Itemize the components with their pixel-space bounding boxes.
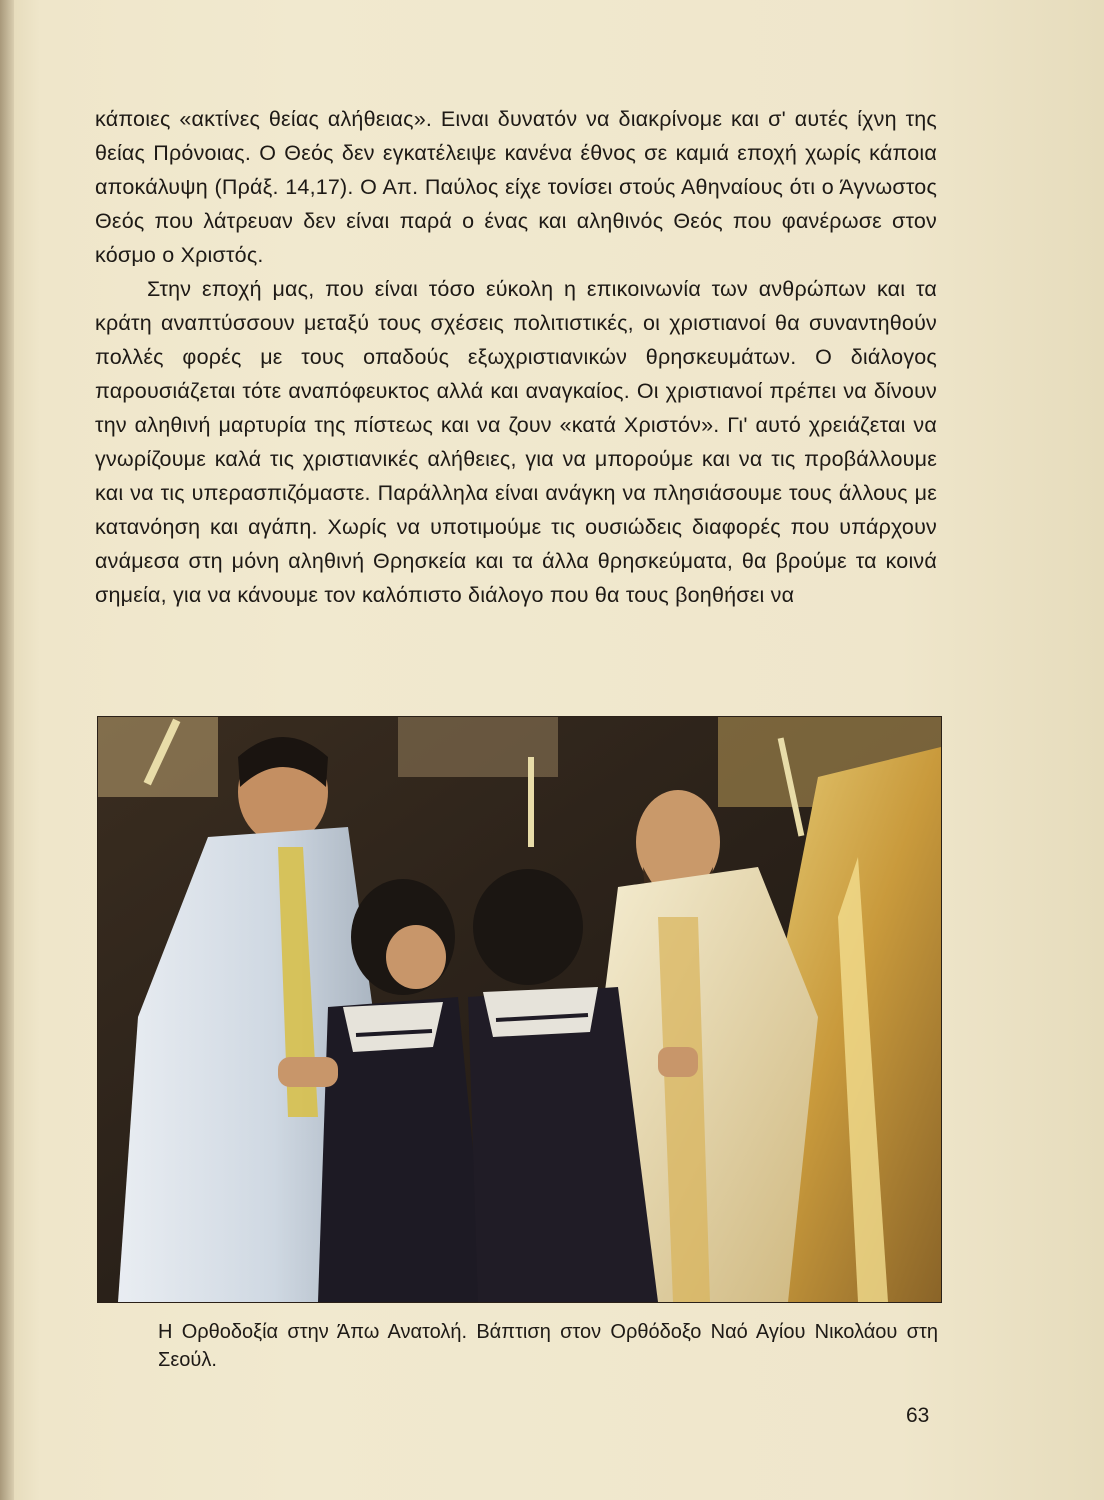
photo-caption: Η Ορθοδοξία στην Άπω Ανατολή. Βάπτιση στον Ορθόδοξο Ναό Αγίου Νικολάου στη Σεούλ. [158, 1321, 938, 1371]
paragraph-2: Στην εποχή μας, που είναι τόσο εύκολη η επικοινωνία των ανθρώπων και τα κράτη αναπτύσσουν μεταξύ τους σχέσεις πολιτιστικές, οι χριστιανοί θα συναντηθούν πολλές φορές με τους οπαδούς εξωχριστιανικών θρησκευμάτων. Ο διάλογος παρουσιάζεται τότε αναπόφευκτος αλλά και αναγκαίος. Οι χριστιανοί πρέπει να δίνουν την αληθινή μαρτυρία της πίστεως και να ζουν «κατά Χριστόν». Γι' αυτό χρειάζεται να γνωρίζουμε καλά τις χριστιανικές αλήθειες, για να μπορούμε και να τις προβάλλουμε και να τις υπερασπιζόμαστε. Παράλληλα είναι ανάγκη να πλησιάσουμε τους άλλους με κατανόηση και αγάπη. Χωρίς να υποτιμούμε τις ουσιώδεις διαφορές που υπάρχουν ανάμεσα στη μόνη αληθινή Θρησκεία και τα άλλα θρησκεύματα, θα βρούμε τα κοινά σημεία, για να κάνουμε τον καλόπιστο διάλογο που θα τους βοηθήσει να [95, 277, 937, 607]
paragraph-1: κάποιες «ακτίνες θείας αλήθειας». Ειναι δυνατόν να διακρίνομε και σ' αυτές ίχνη της θείας Πρόνοιας. Ο Θεός δεν εγκατέλειψε κανένα έθνος σε καμιά εποχή χωρίς κάποια αποκάλυψη (Πράξ. 14,17). Ο Απ. Παύλος είχε τονίσει στούς Αθηναίους ότι ο Άγνωστος Θεός που λάτρευαν δεν είναι παρά ο ένας και αληθινός Θεός που φανέρωσε στον κόσμο ο Χριστός. [95, 107, 937, 267]
page-number: 63 [906, 1404, 930, 1427]
page-binding-edge [0, 0, 14, 1500]
photo-illustration [98, 717, 941, 1302]
body-text [95, 102, 937, 612]
baptism-photo [97, 716, 942, 1303]
